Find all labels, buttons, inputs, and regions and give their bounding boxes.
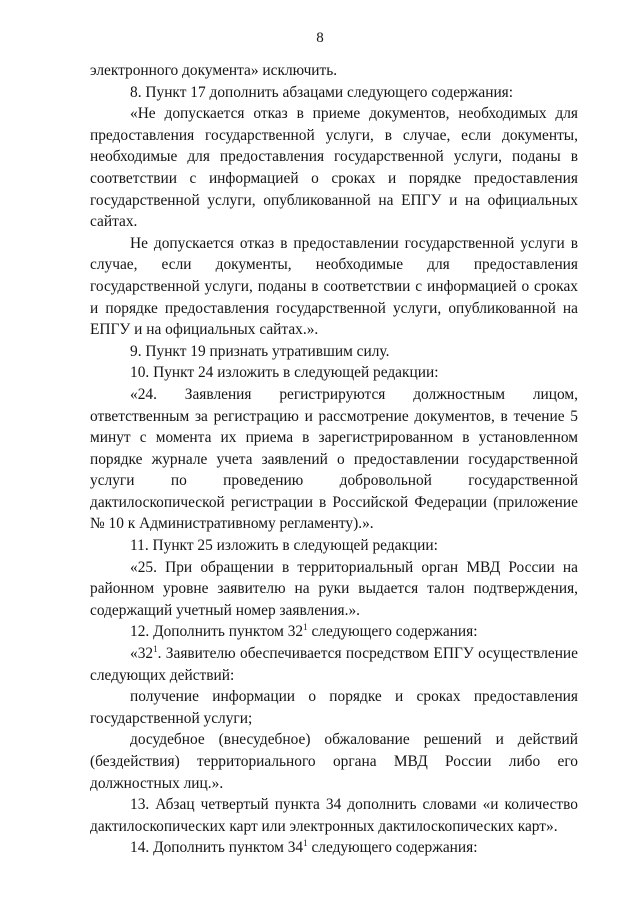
text-segment: 12. Дополнить пунктом 32 — [130, 623, 304, 641]
paragraph: 8. Пункт 17 дополнить абзацами следующего содержания: — [130, 83, 514, 101]
paragraph: досудебное (внесудебное) обжалование решений и действий (бездействия) территориального органа МВД России либо его должностных лиц.». — [90, 731, 578, 792]
paragraph: «24. Заявления регистрируются должностным лицом, ответственным за регистрацию и рассмотрение документов, в течение 5 минут с момента их приема в зарегистрированном в установленном порядке журнале учета заявлений о предоставлении государственной услуги по проведению добровольной государственной дактилоскопической регистрации в Российской Федерации (приложение № 10 к Административному регламенту).». — [90, 385, 578, 533]
superscript: 1 — [303, 622, 308, 633]
paragraph — [90, 643, 578, 686]
paragraph: 9. Пункт 19 признать утратившим силу. — [130, 342, 390, 360]
paragraph: 11. Пункт 25 изложить в следующей редакции: — [130, 537, 438, 555]
page-number: 8 — [316, 30, 324, 46]
text-segment: следующего содержания: — [307, 623, 478, 641]
paragraph: 10. Пункт 24 изложить в следующей редакции: — [130, 364, 439, 382]
paragraph — [90, 837, 578, 859]
text-segment: 14. Дополнить пунктом 34 — [130, 839, 304, 857]
text-segment: «32 — [130, 645, 154, 663]
paragraph: электронного документа» исключить. — [90, 62, 338, 79]
paragraph: Не допускается отказ в предоставлении государственной услуги в случае, если документы, необходимые для предоставления государственной услуги, поданы в соответствии с информацией о сроках и порядке предоставления государственной услуги, опубликованной на ЕПГУ и на официальных сайтах.». — [90, 234, 578, 339]
text-segment: следующего содержания: — [307, 839, 478, 857]
paragraph: «25. При обращении в территориальный орган МВД России на районном уровне заявителю на руки выдается талон подтверждения, содержащий учетный номер заявления.». — [90, 558, 578, 619]
paragraph: «Не допускается отказ в приеме документов, необходимых для предоставления государственной услуги, в случае, если документы, необходимые для предоставления государственной услуги, поданы в соответствии с информацией о сроках и порядке предоставления государственной услуги, опубликованной на ЕПГУ и на официальных сайтах. — [90, 105, 578, 231]
paragraph: 13. Абзац четвертый пункта 34 дополнить словами «и количество дактилоскопических карт или электронных дактилоскопических карт». — [90, 796, 578, 835]
superscript: 1 — [303, 838, 308, 849]
document-body — [90, 60, 578, 859]
text-segment: . Заявителю обеспечивается посредством ЕПГУ осуществление следующих действий: — [90, 645, 578, 684]
superscript: 1 — [153, 643, 158, 654]
paragraph — [90, 621, 578, 643]
paragraph: получение информации о порядке и сроках предоставления государственной услуги; — [90, 688, 578, 727]
